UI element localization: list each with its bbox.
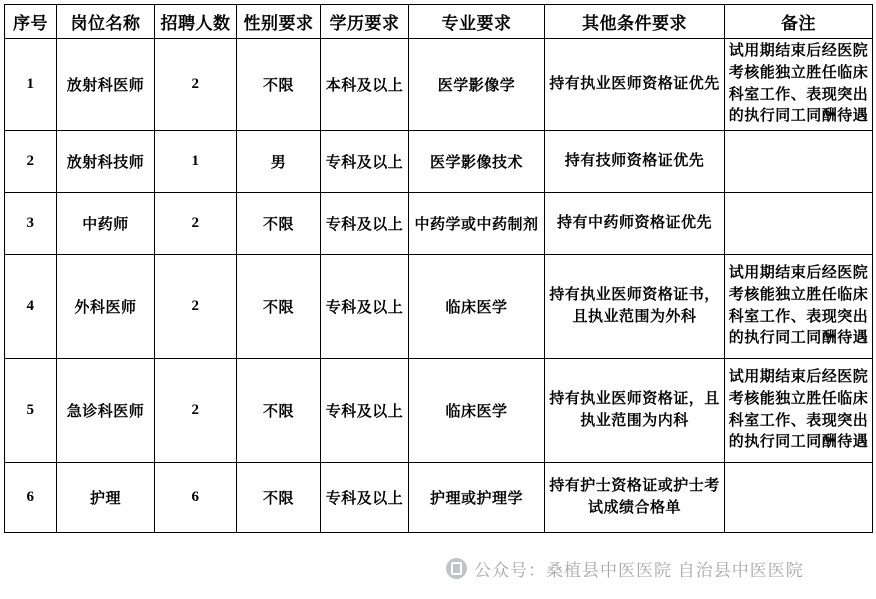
- cell-education: 专科及以上: [321, 193, 409, 255]
- cell-other-requirements: 持有护士资格证或护士考试成绩合格单: [545, 463, 725, 533]
- cell-major: 临床医学: [409, 359, 545, 463]
- cell-post: 放射科技师: [57, 131, 155, 193]
- cell-index: 6: [5, 463, 57, 533]
- column-header-gender: 性别要求: [237, 5, 321, 39]
- cell-post: 放射科医师: [57, 39, 155, 131]
- table-header: [5, 5, 873, 39]
- cell-count: 6: [155, 463, 237, 533]
- column-header-major: 专业要求: [409, 5, 545, 39]
- table-row: [5, 131, 873, 193]
- column-header-count: 招聘人数: [155, 5, 237, 39]
- column-header-education: 学历要求: [321, 5, 409, 39]
- cell-index: 2: [5, 131, 57, 193]
- cell-education: 专科及以上: [321, 255, 409, 359]
- cell-count: 2: [155, 359, 237, 463]
- column-header-index: 序号: [5, 5, 57, 39]
- cell-remark: [725, 463, 873, 533]
- cell-major: 医学影像学: [409, 39, 545, 131]
- cell-major: 医学影像技术: [409, 131, 545, 193]
- cell-other-requirements: 持有执业医师资格证书，且执业范围为外科: [545, 255, 725, 359]
- cell-post: 急诊科医师: [57, 359, 155, 463]
- recruitment-table: [4, 4, 873, 533]
- cell-gender: 男: [237, 131, 321, 193]
- cell-count: 2: [155, 193, 237, 255]
- cell-remark: 试用期结束后经医院考核能独立胜任临床科室工作、表现突出的执行同工同酬待遇: [725, 359, 873, 463]
- cell-count: 1: [155, 131, 237, 193]
- cell-post: 中药师: [57, 193, 155, 255]
- cell-education: 专科及以上: [321, 359, 409, 463]
- cell-index: 3: [5, 193, 57, 255]
- cell-gender: 不限: [237, 359, 321, 463]
- cell-remark: 试用期结束后经医院考核能独立胜任临床科室工作、表现突出的执行同工同酬待遇: [725, 39, 873, 131]
- column-header-other: 其他条件要求: [545, 5, 725, 39]
- cell-index: 5: [5, 359, 57, 463]
- cell-gender: 不限: [237, 39, 321, 131]
- cell-other-requirements: 持有执业医师资格证优先: [545, 39, 725, 131]
- cell-index: 4: [5, 255, 57, 359]
- cell-post: 护理: [57, 463, 155, 533]
- cell-remark: 试用期结束后经医院考核能独立胜任临床科室工作、表现突出的执行同工同酬待遇: [725, 255, 873, 359]
- cell-other-requirements: 持有执业医师资格证，且执业范围为内科: [545, 359, 725, 463]
- watermark-text: 公众号：桑植县中医医院 自治县中医医院: [474, 561, 804, 580]
- cell-other-requirements: 持有中药师资格证优先: [545, 193, 725, 255]
- table-row: [5, 193, 873, 255]
- header-row: [5, 5, 873, 39]
- cell-education: 专科及以上: [321, 131, 409, 193]
- cell-count: 2: [155, 39, 237, 131]
- cell-major: 护理或护理学: [409, 463, 545, 533]
- cell-education: 专科及以上: [321, 463, 409, 533]
- table-row: [5, 359, 873, 463]
- table-body: [5, 39, 873, 533]
- cell-index: 1: [5, 39, 57, 131]
- cell-other-requirements: 持有技师资格证优先: [545, 131, 725, 193]
- official-account-icon: [446, 558, 467, 579]
- column-header-post: 岗位名称: [57, 5, 155, 39]
- cell-gender: 不限: [237, 463, 321, 533]
- table-row: [5, 39, 873, 131]
- cell-gender: 不限: [237, 255, 321, 359]
- cell-remark: [725, 131, 873, 193]
- table-row: [5, 463, 873, 533]
- cell-major: 临床医学: [409, 255, 545, 359]
- column-header-remark: 备注: [725, 5, 873, 39]
- cell-gender: 不限: [237, 193, 321, 255]
- cell-post: 外科医师: [57, 255, 155, 359]
- cell-remark: [725, 193, 873, 255]
- cell-count: 2: [155, 255, 237, 359]
- cell-education: 本科及以上: [321, 39, 409, 131]
- watermark: [446, 556, 804, 581]
- table-row: [5, 255, 873, 359]
- cell-major: 中药学或中药制剂: [409, 193, 545, 255]
- document-sheet: [0, 4, 876, 599]
